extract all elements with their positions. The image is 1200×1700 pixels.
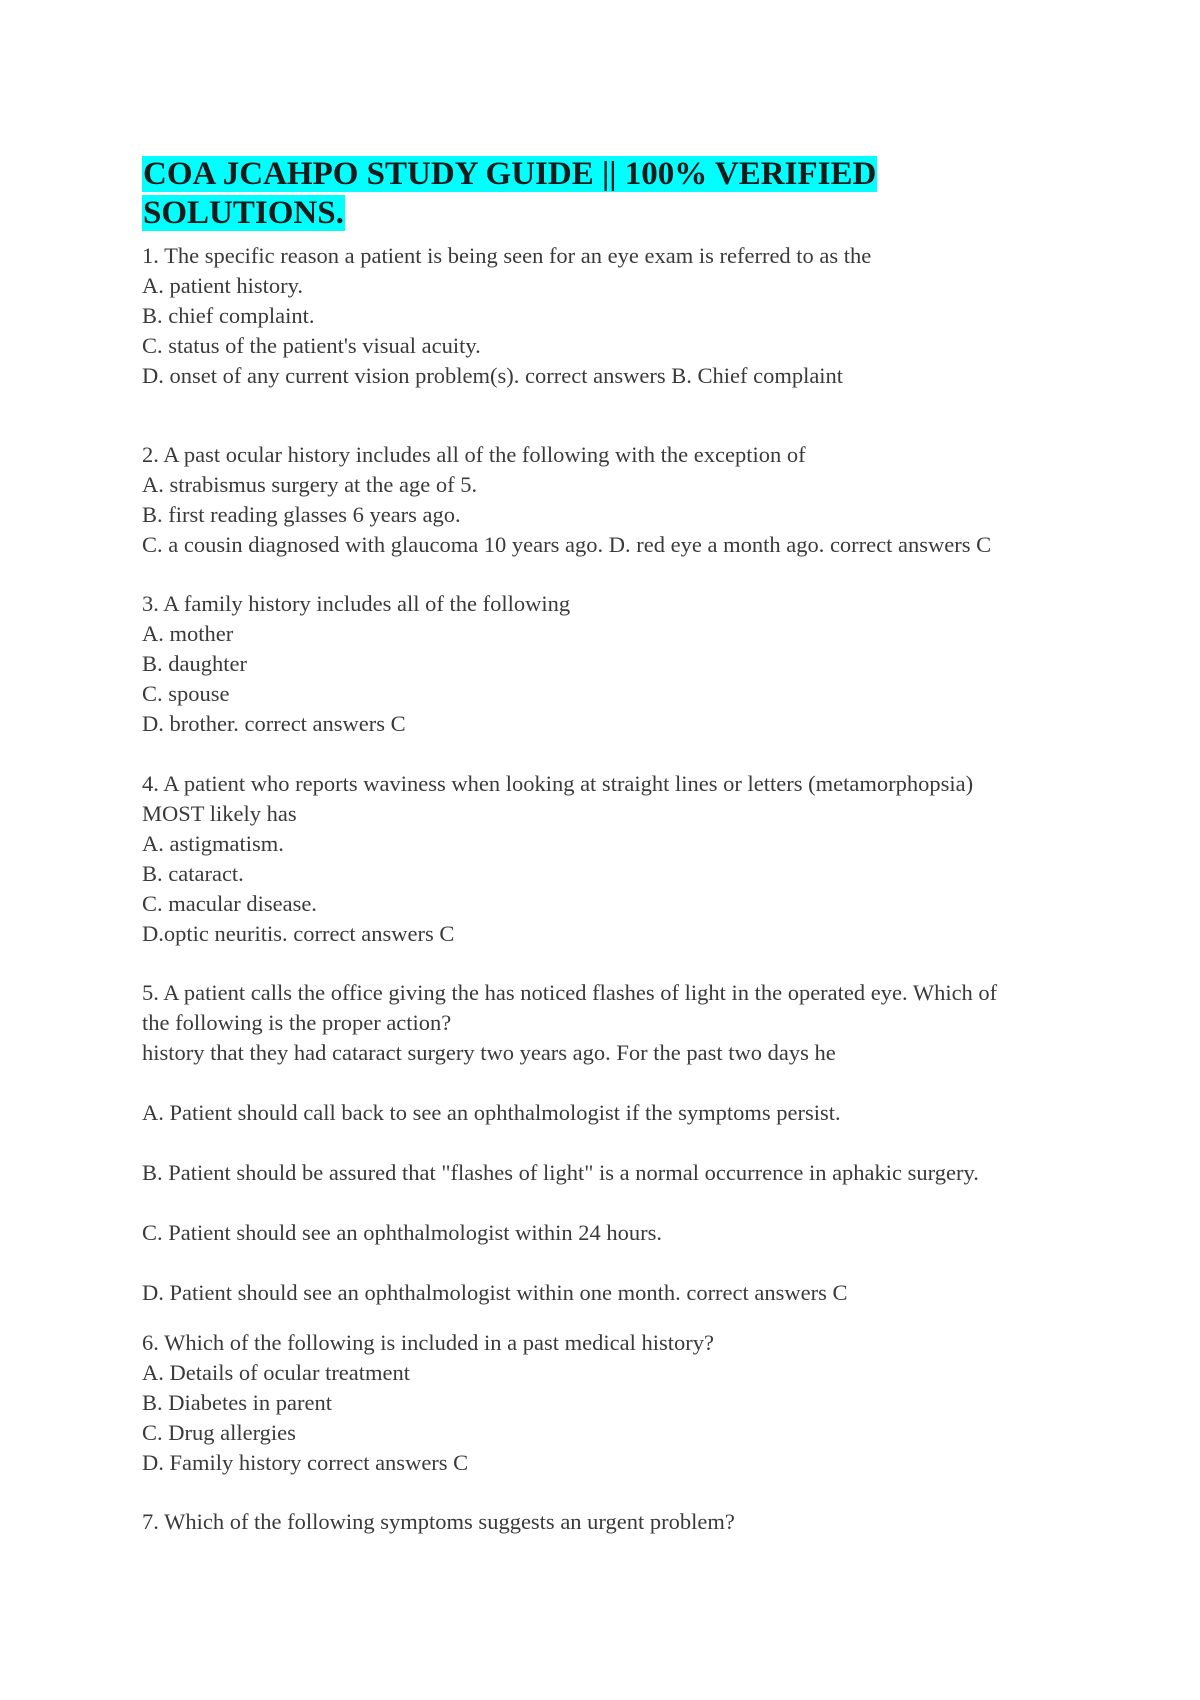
answer-option: B. first reading glasses 6 years ago. — [142, 502, 461, 527]
question-stem: 5. A patient calls the office giving the has noticed flashes of light in the operated eye. Which of — [142, 980, 998, 1005]
question-4 — [142, 769, 1072, 949]
question-stem: 7. Which of the following symptoms suggests an urgent problem? — [142, 1509, 735, 1534]
answer-option: C. Drug allergies — [142, 1420, 296, 1445]
answer-option: A. strabismus surgery at the age of 5. — [142, 472, 478, 497]
answer-option: A. Patient should call back to see an ophthalmologist if the symptoms persist. — [142, 1100, 841, 1125]
answer-option: A. mother — [142, 621, 234, 646]
title-line-2: SOLUTIONS. — [143, 195, 344, 231]
answer-option: C. status of the patient's visual acuity. — [142, 333, 481, 358]
question-7 — [142, 1507, 1072, 1537]
question-stem: the following is the proper action? — [142, 1010, 452, 1035]
question-stem: MOST likely has — [142, 801, 297, 826]
answer-option: B. chief complaint. — [142, 303, 315, 328]
question-1 — [142, 241, 1072, 391]
answer-option: C. macular disease. — [142, 891, 317, 916]
question-5 — [142, 978, 1072, 1308]
question-stem: 3. A family history includes all of the following — [142, 591, 571, 616]
question-stem: history that they had cataract surgery two years ago. For the past two days he — [142, 1040, 836, 1065]
question-stem: 1. The specific reason a patient is being seen for an eye exam is referred to as the — [142, 243, 872, 268]
answer-option: A. astigmatism. — [142, 831, 284, 856]
answer-option: A. patient history. — [142, 273, 304, 298]
answer-option: D.optic neuritis. correct answers C — [142, 921, 455, 946]
question-stem: 6. Which of the following is included in a past medical history? — [142, 1330, 714, 1355]
answer-option: B. Patient should be assured that "flashes of light" is a normal occurrence in aphakic surgery. — [142, 1160, 979, 1185]
answer-option: A. Details of ocular treatment — [142, 1360, 411, 1385]
answer-option: D. onset of any current vision problem(s). correct answers B. Chief complaint — [142, 363, 844, 388]
answer-option: B. cataract. — [142, 861, 244, 886]
answer-option: C. a cousin diagnosed with glaucoma 10 years ago. D. red eye a month ago. correct answers C — [142, 532, 992, 557]
question-2 — [142, 440, 1072, 560]
answer-option: B. daughter — [142, 651, 247, 676]
answer-option: D. Family history correct answers C — [142, 1450, 469, 1475]
title-line-1: COA JCAHPO STUDY GUIDE || 100% VERIFIED — [143, 156, 877, 192]
document-title — [142, 155, 902, 233]
question-stem: 4. A patient who reports waviness when looking at straight lines or letters (metamorphopsia) — [142, 771, 974, 796]
answer-option: B. Diabetes in parent — [142, 1390, 332, 1415]
answer-option: C. spouse — [142, 681, 230, 706]
question-stem: 2. A past ocular history includes all of the following with the exception of — [142, 442, 806, 467]
answer-option: D. Patient should see an ophthalmologist within one month. correct answers C — [142, 1280, 848, 1305]
question-3 — [142, 589, 1072, 739]
question-6 — [142, 1328, 1072, 1478]
answer-option: C. Patient should see an ophthalmologist within 24 hours. — [142, 1220, 662, 1245]
answer-option: D. brother. correct answers C — [142, 711, 406, 736]
